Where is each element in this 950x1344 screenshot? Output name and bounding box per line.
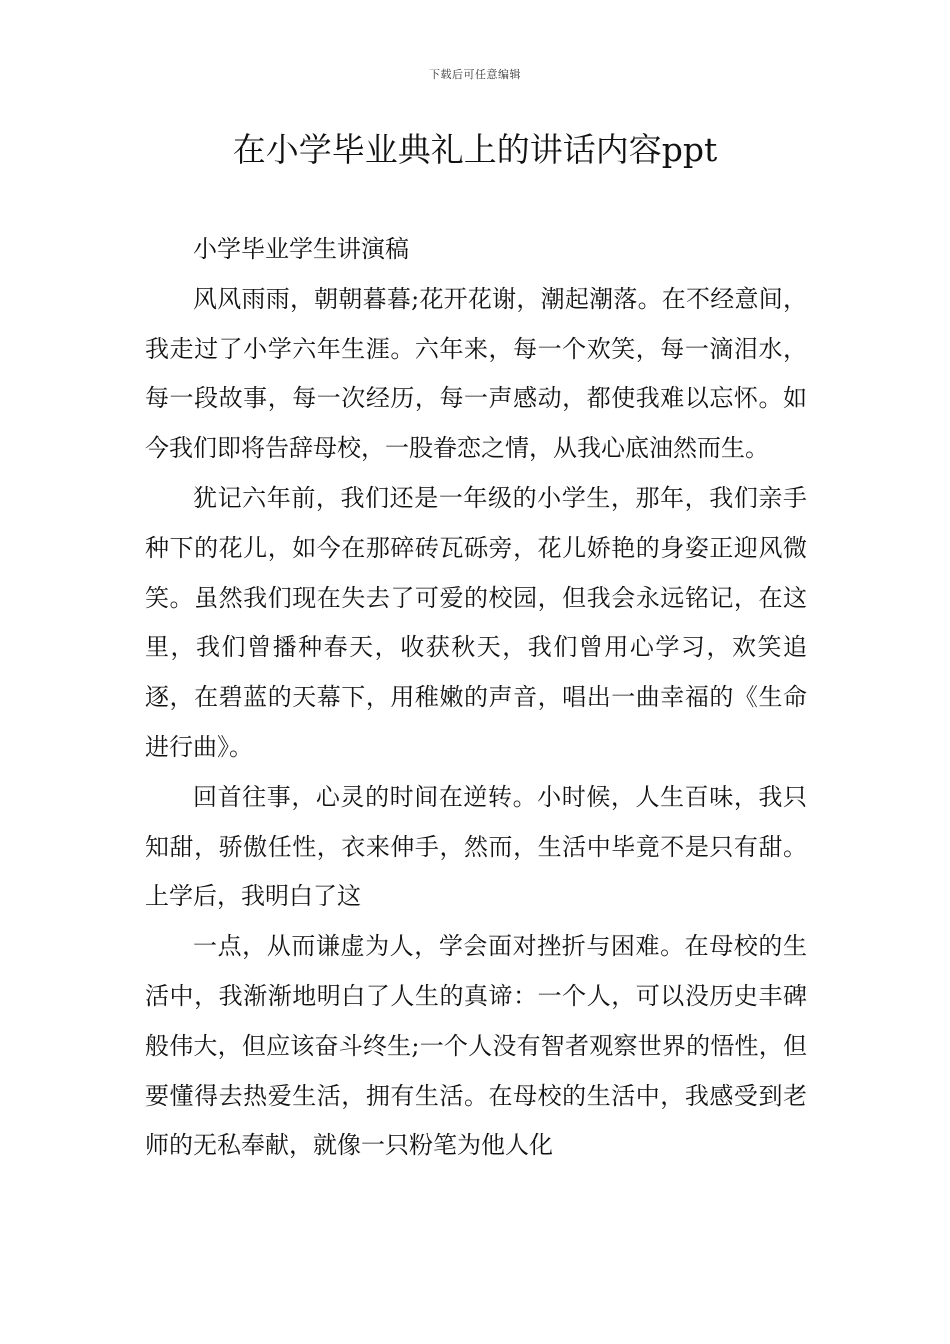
paragraph: 回首往事，心灵的时间在逆转。小时候，人生百味，我只知甜，骄傲任性，衣来伸手，然而，生活中毕竟不是只有甜。上学后，我明白了这 — [145, 782, 807, 911]
document-body — [145, 225, 807, 1171]
paragraph: 风风雨雨，朝朝暮暮;花开花谢，潮起潮落。在不经意间，我走过了小学六年生涯。六年来，每一个欢笑，每一滴泪水，每一段故事，每一次经历，每一声感动，都使我难以忘怀。如今我们即将告辞母校，一股眷恋之情，从我心底油然而生。 — [145, 284, 807, 463]
paragraph: 犹记六年前，我们还是一年级的小学生，那年，我们亲手种下的花儿，如今在那碎砖瓦砾旁，花儿娇艳的身姿正迎风微笑。虽然我们现在失去了可爱的校园，但我会永远铭记，在这里，我们曾播种春天，收获秋天，我们曾用心学习，欢笑追逐，在碧蓝的天幕下，用稚嫩的声音，唱出一曲幸福的《生命进行曲》。 — [145, 483, 807, 761]
header-note: 下载后可任意编辑 — [429, 68, 521, 81]
paragraph-subtitle: 小学毕业学生讲演稿 — [193, 235, 409, 263]
paragraph: 一点，从而谦虚为人，学会面对挫折与困难。在母校的生活中，我渐渐地明白了人生的真谛：一个人，可以没历史丰碑般伟大，但应该奋斗终生;一个人没有智者观察世界的悟性，但要懂得去热爱生活，拥有生活。在母校的生活中，我感受到老师的无私奉献，就像一只粉笔为他人化 — [145, 932, 807, 1160]
document-title: 在小学毕业典礼上的讲话内容ppt — [232, 130, 718, 169]
